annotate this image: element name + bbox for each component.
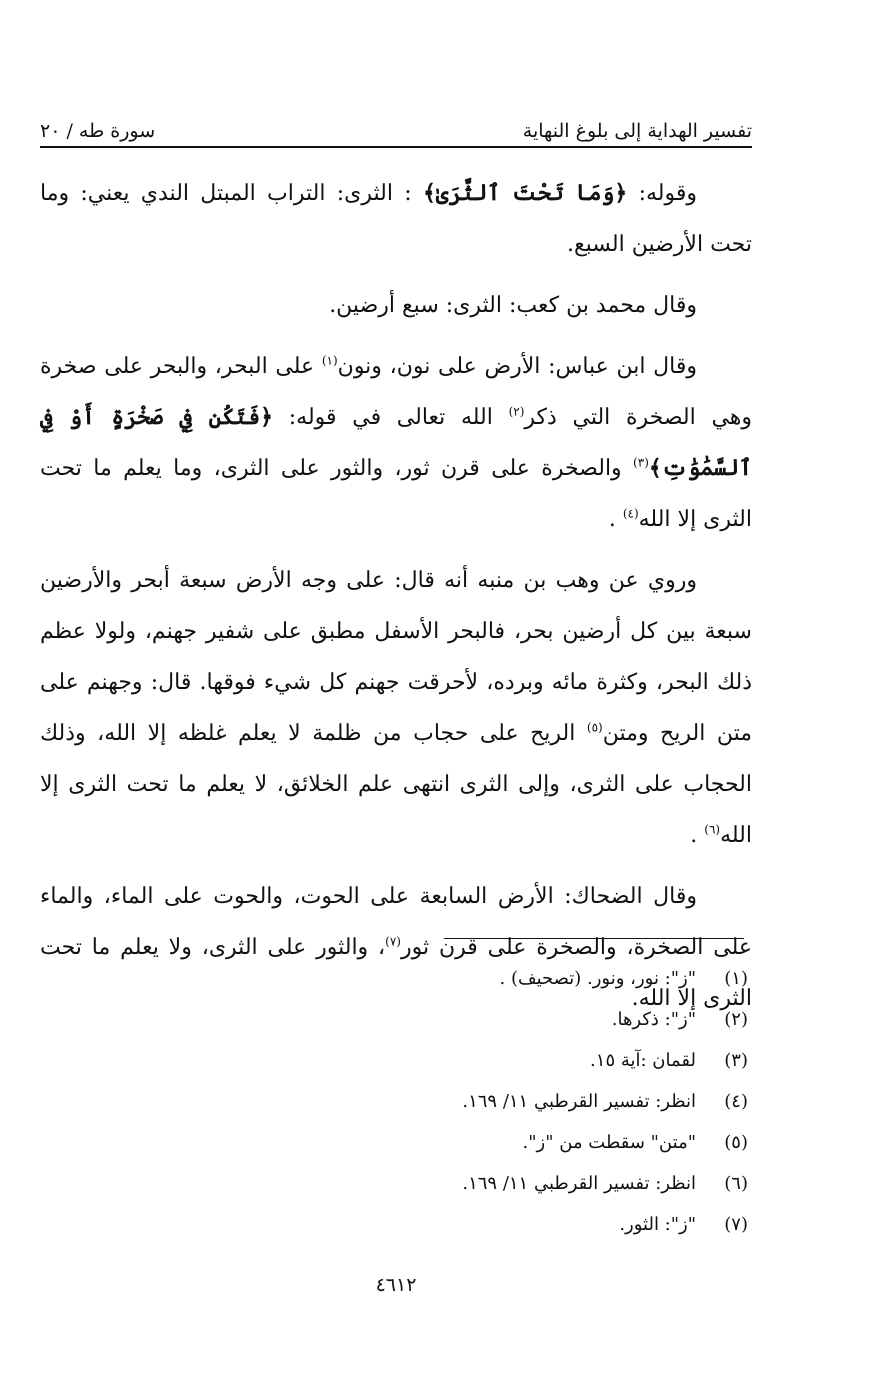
footnote-ref-3[interactable]: (٣) [633,455,649,470]
main-text [40,168,752,1034]
page-number: ٤٦١٢ [375,1274,417,1296]
text-span: وقوله: [627,181,697,206]
footnote-number: (٥) [724,1132,748,1153]
footnote-number: (١) [724,968,748,989]
footnote-number: (٦) [724,1173,748,1194]
footnote [148,1122,748,1163]
text-span: وروي عن وهب بن منبه أنه قال: على وجه الأرض سبعة أبحر والأرضين سبعة بين كل أرضين بحر، فالبحر الأسفل مطبق على شفير جهنم، ولولا عظم ذلك البحر، وكثرة مائه وبرده، لأحرقت جهنم كل شيء فوقها. قال: وجهنم على متن الريح ومتن [40,568,752,746]
text-span: ، والثور على الثرى، ولا يعلم ما تحت الثرى إلا الله. [40,935,752,1011]
text-span: . [608,507,623,532]
book-title: تفسير الهداية إلى بلوغ النهاية [522,120,752,142]
footnote-text: "ز": الثور. [619,1214,696,1235]
footnote-divider [444,938,744,939]
quran-verse: ﴿فَتَكُن فِي صَخْرَةٍ أَوْ فِي ٱلسَّمَٰوَٰتِ﴾ [40,404,752,481]
footnotes-list [148,958,748,1245]
running-header [40,110,752,148]
text-span: . [690,823,705,848]
footnote-text: "ز": ذكرها. [611,1009,696,1030]
footnote-ref-5[interactable]: (٥) [586,720,603,735]
footnote-number: (٢) [724,1009,748,1030]
footnote-text: "متن" سقطت من "ز". [522,1132,696,1153]
footnote-ref-2[interactable]: (٢) [508,404,525,419]
footnote-text: انظر: تفسير القرطبي ١١/ ١٦٩. [462,1091,696,1112]
paragraph-2: وقال محمد بن كعب: الثرى: سبع أرضين. [329,293,697,318]
footnote [148,999,748,1040]
page [40,110,752,1350]
text-span: وقال ابن عباس: الأرض على نون، ونون [337,354,697,379]
footnote-ref-1[interactable]: (١) [321,353,338,368]
paragraph-3 [40,341,752,545]
text-span: وقال الضحاك: الأرض السابعة على الحوت، والحوت على الماء، والماء على الصخرة، والصخرة على قرن ثور [40,884,752,960]
quran-verse: ﴿وَمَا تَحْتَ ٱلثَّرَىٰ﴾ [422,180,628,206]
footnote [148,1163,748,1204]
footnote [148,1081,748,1122]
footnote [148,1204,748,1245]
footnote-text: انظر: تفسير القرطبي ١١/ ١٦٩. [462,1173,696,1194]
text-span: الله تعالى في قوله: [273,405,509,430]
text-span: : الثرى: التراب المبتل الندي يعني: وما تحت الأرضين السبع. [40,181,752,257]
text-span: والصخرة على قرن ثور، والثور على الثرى، وما يعلم ما تحت الثرى إلا الله [40,456,752,532]
footnote-ref-6[interactable]: (٦) [704,822,721,837]
surah-label: سورة طه / ٢٠ [40,120,156,142]
footnote-text: "ز": نور، ونور. (تصحيف) . [499,968,696,989]
footnote-number: (٣) [724,1050,748,1071]
text-span: الريح على حجاب من ظلمة لا يعلم غلظه إلا الله، وذلك الحجاب على الثرى، وإلى الثرى انتهى علم الخلائق، لا يعلم ما تحت الثرى إلا الله [40,721,752,848]
footnote [148,1040,748,1081]
footnote-number: (٤) [724,1091,748,1112]
footnote-ref-4[interactable]: (٤) [622,506,639,521]
footnote-ref-7[interactable]: (٧) [385,934,401,949]
footnote-number: (٧) [724,1214,748,1235]
footnote-text: لقمان :آية ١٥. [590,1050,696,1071]
paragraph-1 [40,168,752,270]
footnote [148,958,748,999]
text-span: على البحر، والبحر على صخرة وهي الصخرة التي ذكر [40,354,753,430]
paragraph-4 [40,555,752,861]
